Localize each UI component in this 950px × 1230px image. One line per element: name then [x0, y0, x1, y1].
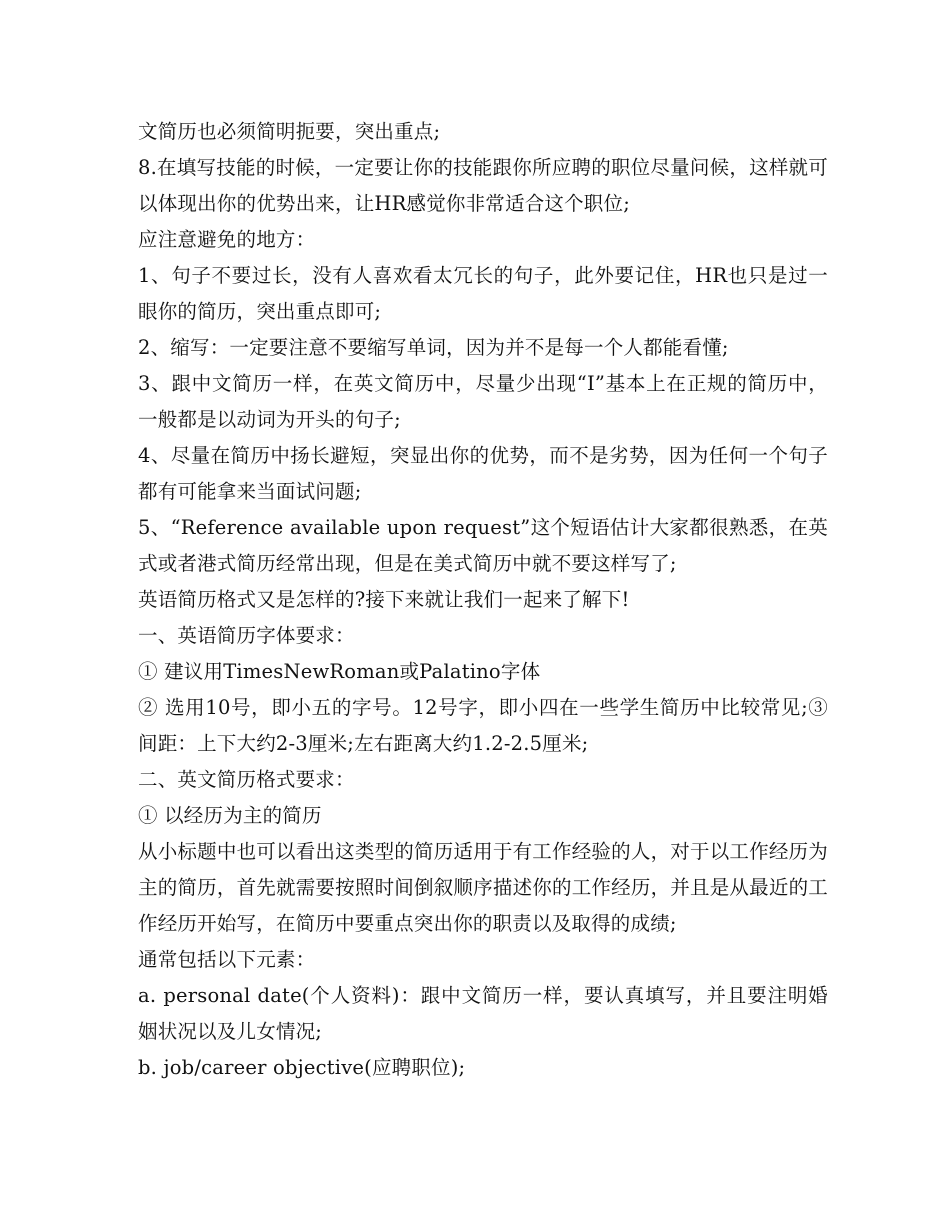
paragraph-avoid-1-sentence-length: 1、句子不要过长，没有人喜欢看太冗长的句子，此外要记住，HR也只是过一眼你的简历，突出重点即可; [138, 264, 828, 323]
paragraph-elements-intro: 通常包括以下元素： [138, 948, 316, 971]
paragraph-format-item-1: ① 以经历为主的简历 [138, 804, 322, 827]
section-heading-font-requirements: 一、英语简历字体要求： [138, 624, 355, 647]
paragraph-things-to-avoid-heading: 应注意避免的地方： [138, 228, 316, 251]
paragraph-tip-8-skills: 8.在填写技能的时候，一定要让你的技能跟你所应聘的职位尽量问候，这样就可以体现出你的优势出来，让HR感觉你非常适合这个职位; [138, 156, 828, 215]
paragraph-element-b-objective: b. job/career objective(应聘职位); [138, 1056, 466, 1079]
paragraph-resume-concise: 文简历也必须简明扼要，突出重点; [138, 120, 441, 143]
paragraph-element-a-personal-data: a. personal date(个人资料)：跟中文简历一样，要认真填写，并且要注明婚姻状况以及儿女情况; [138, 984, 828, 1043]
paragraph-avoid-2-abbreviations: 2、缩写：一定要注意不要缩写单词，因为并不是每一个人都能看懂; [138, 336, 729, 359]
paragraph-avoid-4-strengths: 4、尽量在简历中扬长避短，突显出你的优势，而不是劣势，因为任何一个句子都有可能拿来当面试问题; [138, 444, 828, 503]
paragraph-font-item-1: ① 建议用TimesNewRoman或Palatino字体 [138, 660, 541, 683]
document-body [138, 114, 828, 1086]
paragraph-experience-resume-description: 从小标题中也可以看出这类型的简历适用于有工作经验的人，对于以工作经历为主的简历，首先就需要按照时间倒叙顺序描述你的工作经历，并且是从最近的工作经历开始写，在简历中要重点突出你的职责以及取得的成绩; [138, 840, 828, 935]
section-heading-format-requirements: 二、英文简历格式要求： [138, 768, 355, 791]
paragraph-font-item-2-3: ② 选用10号，即小五的字号。12号字，即小四在一些学生简历中比较常见;③ 间距：上下大约2-3厘米;左右距离大约1.2-2.5厘米; [138, 696, 828, 755]
paragraph-avoid-3-pronoun-i: 3、跟中文简历一样，在英文简历中，尽量少出现“I”基本上在正规的简历中，一般都是以动词为开头的句子; [138, 372, 828, 431]
paragraph-format-intro: 英语简历格式又是怎样的?接下来就让我们一起来了解下! [138, 588, 630, 611]
paragraph-avoid-5-reference: 5、“Reference available upon request”这个短语估计大家都很熟悉，在英式或者港式简历经常出现，但是在美式简历中就不要这样写了; [138, 516, 828, 575]
